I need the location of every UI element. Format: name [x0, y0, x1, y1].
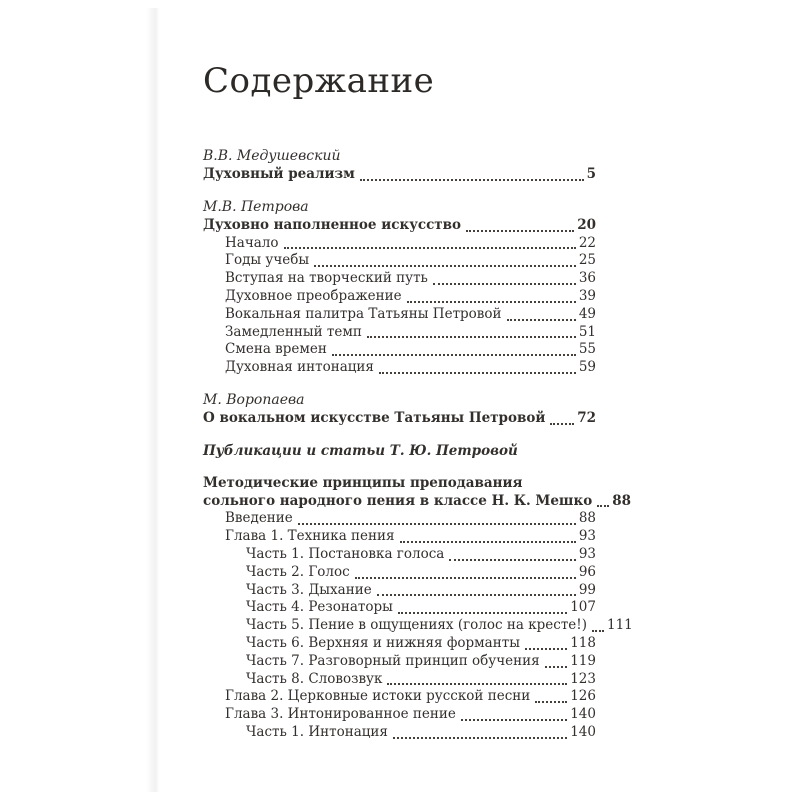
toc-row	[203, 564, 596, 582]
toc-row	[203, 635, 596, 653]
page-number: 49	[578, 305, 596, 322]
toc-entry-text: Вступая на творческий путь	[225, 270, 428, 287]
toc-entry-text: Часть 2. Голос	[246, 563, 350, 580]
toc-entry-text: О вокальном искусстве Татьяны Петровой	[203, 410, 546, 427]
dot-leader	[433, 283, 576, 285]
toc-entry-text: Глава 1. Техника пения	[225, 528, 395, 545]
page-number: 88	[612, 492, 631, 509]
toc-entry-text: Годы учебы	[225, 252, 310, 269]
dot-leader	[355, 577, 576, 579]
toc-entry-text: Часть 1. Интонация	[246, 724, 388, 741]
toc-entry-text: Часть 5. Пение в ощущениях (голос на кресте!)	[246, 617, 587, 634]
dot-leader	[545, 666, 568, 668]
toc-row	[203, 147, 596, 166]
page-number: 93	[578, 546, 596, 563]
dot-leader	[550, 423, 574, 425]
dot-leader	[407, 301, 576, 303]
toc-entry-text: Методические принципы преподавания	[203, 474, 523, 491]
toc-row	[203, 324, 596, 342]
toc-entry-text: Замедленный темп	[225, 323, 362, 340]
toc-row	[203, 306, 596, 324]
page-number: 93	[578, 528, 596, 545]
page-number: 72	[577, 410, 596, 427]
toc-row	[203, 510, 596, 528]
page-number: 118	[570, 635, 596, 652]
page-number: 119	[570, 652, 596, 669]
page-number: 88	[578, 510, 596, 527]
page-number: 51	[578, 323, 596, 340]
toc-row	[203, 671, 596, 689]
page-number: 25	[578, 252, 596, 269]
page-edge-shadow	[146, 8, 160, 792]
toc-row	[203, 410, 596, 428]
toc-entry-text: Часть 7. Разговорный принцип обучения	[246, 652, 540, 669]
toc-entry-text: Вокальная палитра Татьяны Петровой	[225, 305, 502, 322]
dot-leader	[298, 523, 576, 525]
page-number: 123	[570, 670, 596, 687]
dot-leader	[360, 179, 584, 181]
page-number: 126	[570, 688, 596, 705]
toc-row	[203, 252, 596, 270]
page-number: 55	[578, 341, 596, 358]
dot-leader	[367, 336, 576, 338]
page-number: 20	[577, 216, 596, 233]
page-number: 5	[586, 166, 596, 183]
toc-row	[203, 288, 596, 306]
dot-leader	[379, 372, 576, 374]
toc-entry-text: Глава 2. Церковные истоки русской песни	[225, 688, 531, 705]
dot-leader	[398, 612, 567, 614]
toc-row	[203, 391, 596, 410]
toc-row	[203, 706, 596, 724]
page-number: 107	[570, 599, 596, 616]
dot-leader	[314, 265, 576, 267]
toc-entry-text: М.В. Петрова	[203, 198, 309, 215]
dot-leader	[525, 648, 567, 650]
toc-row	[203, 217, 596, 235]
toc-entry-text: Глава 3. Интонированное пение	[225, 706, 456, 723]
toc-entry-text: сольного народного пения в классе Н. К. Мешко	[203, 492, 593, 509]
toc-row	[203, 582, 596, 600]
page-number: 140	[570, 706, 596, 723]
toc-row	[203, 442, 596, 461]
dot-leader	[592, 630, 604, 632]
toc-row	[203, 235, 596, 253]
toc-row	[203, 270, 596, 288]
dot-leader	[377, 594, 576, 596]
page-number: 111	[606, 617, 633, 634]
page-number: 99	[578, 581, 596, 598]
toc-row	[203, 688, 596, 706]
dot-leader	[393, 737, 567, 739]
toc-entry-text: М. Воропаева	[203, 392, 305, 409]
dot-leader	[449, 559, 575, 561]
toc-entry-text: Духовно наполненное искусство	[203, 216, 462, 233]
toc-row	[203, 475, 596, 493]
toc-entry-text: Введение	[225, 510, 293, 527]
toc-list	[203, 147, 633, 742]
toc-entry-text: Смена времен	[225, 341, 327, 358]
dot-leader	[332, 354, 576, 356]
dot-leader	[535, 701, 567, 703]
toc-entry-text: Духовный реализм	[203, 166, 355, 183]
page-title: Содержание	[203, 61, 435, 101]
page-number: 22	[578, 234, 596, 251]
toc-row	[203, 599, 596, 617]
dot-leader	[466, 230, 574, 232]
dot-leader	[387, 683, 567, 685]
toc-entry-text: Начало	[225, 234, 279, 251]
toc-row	[203, 166, 596, 184]
toc-row	[203, 198, 596, 217]
toc-row	[203, 528, 596, 546]
toc-row	[203, 653, 596, 671]
toc-entry-text: Часть 1. Постановка голоса	[246, 546, 445, 563]
toc-entry-text: Часть 8. Словозвук	[246, 670, 383, 687]
toc-entry-text: Публикации и статьи Т. Ю. Петровой	[203, 442, 518, 459]
toc-row	[203, 359, 596, 377]
page-number: 140	[570, 724, 596, 741]
toc-row	[203, 546, 596, 564]
page-number: 36	[578, 270, 596, 287]
toc-entry-text: В.В. Медушевский	[203, 148, 341, 165]
table-of-contents	[203, 61, 633, 742]
toc-entry-text: Часть 4. Резонаторы	[246, 599, 393, 616]
toc-row	[203, 492, 631, 511]
dot-leader	[400, 541, 576, 543]
page-number: 59	[578, 359, 596, 376]
toc-entry-text: Духовная интонация	[225, 359, 374, 376]
page-number: 96	[578, 563, 596, 580]
dot-leader	[507, 319, 576, 321]
toc-entry-text: Часть 3. Дыхание	[246, 581, 372, 598]
toc-entry-text: Часть 6. Верхняя и нижняя форманты	[246, 635, 520, 652]
page-number: 39	[578, 288, 596, 305]
dot-leader	[461, 719, 567, 721]
dot-leader	[284, 247, 576, 249]
toc-row	[203, 341, 596, 359]
dot-leader	[597, 505, 609, 507]
toc-row	[203, 724, 596, 742]
toc-row	[203, 617, 633, 635]
toc-entry-text: Духовное преображение	[225, 288, 402, 305]
